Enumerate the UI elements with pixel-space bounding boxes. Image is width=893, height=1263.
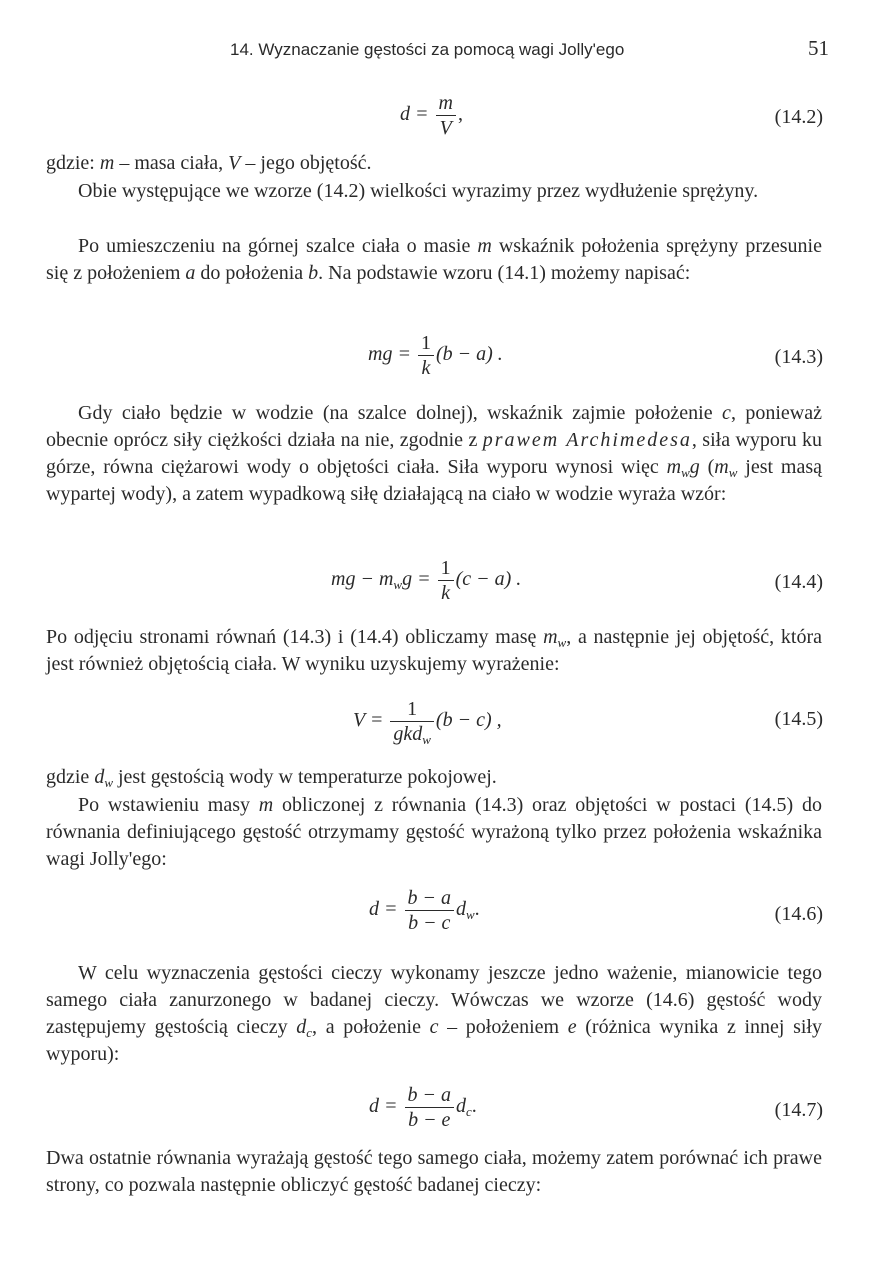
equation-label: (14.3) [774, 346, 823, 368]
paragraph: Po wstawieniu masy m obliczonej z równania (14.3) oraz objętości w postaci (14.5) do równania definiującego gęstość otrzymamy gęstość wyrażoną tylko przez położenia wskaźnika wagi Jolly'ego: [46, 794, 822, 870]
paragraph: Obie występujące we wzorze (14.2) wielkości wyrazimy przez wydłużenie sprężyny. [78, 180, 759, 202]
equation-14-4: mg − $m_wg$ = $\frac{1}{k}$ (c − a) . [331, 557, 522, 604]
fraction: $\frac{1}{k}$ [438, 557, 454, 604]
paragraph: Po umieszczeniu na górnej szalce ciała o masie m wskaźnik położenia sprężyny przesunie się z położeniem a do położenia b. Na podstawie wzoru (14.1) możemy napisać: [46, 235, 822, 284]
paragraph: Po odjęciu stronami równań (14.3) i (14.4) obliczamy masę $m_w$, a następnie jej objętość, która jest również objętością ciała. W wyniku uzyskujemy wyrażenie: [46, 626, 822, 675]
paragraph: gdzie $d_w$ jest gęstością wody w temperaturze pokojowej. [46, 766, 497, 790]
equation-14-7: d = $\frac{b - a}{b - e}$ $d_c$. [369, 1084, 477, 1131]
equation-label: (14.6) [774, 903, 823, 925]
chapter-title: 14. Wyznaczanie gęstości za pomocą wagi Jolly'ego [230, 40, 625, 59]
fraction: $\frac{b - a}{b - e}$ [405, 1084, 455, 1131]
fraction: $\frac{1}{gkd_w}$ [390, 698, 434, 745]
paragraph: Gdy ciało będzie w wodzie (na szalce dolnej), wskaźnik zajmie położenie c, ponieważ obecnie oprócz siły ciężkości działa na nie, zgodnie z prawem Archimedesa, siła wyporu ku górze, równa ciężarowi wody o objętości ciała. Siła wyporu wynosi więc $m_wg$ ($m_w$ jest masą wypartej wody), a zatem wypadkową siłę działającą na ciało w wodzie wyraża wzór: [46, 402, 822, 505]
equation-label: (14.2) [774, 106, 823, 128]
equation-14-2: d = $\frac{m}{V}$ , [400, 92, 463, 139]
page-number: 51 [808, 36, 829, 60]
equation-14-5: V = $\frac{1}{gkd_w}$ (b − c) , [353, 698, 502, 747]
equation-label: (14.4) [774, 571, 823, 593]
equation-14-3: mg = $\frac{1}{k}$ (b − a) . [368, 332, 503, 379]
paragraph: Dwa ostatnie równania wyrażają gęstość tego samego ciała, możemy zatem porównać ich prawe strony, co pozwala następnie obliczyć gęstość badanej cieczy: [46, 1147, 822, 1196]
equation-lhs: d = [400, 103, 429, 126]
paragraph: gdzie: m – masa ciała, V – jego objętość. [46, 152, 372, 174]
equation-label: (14.5) [774, 708, 823, 730]
fraction: $\frac{1}{k}$ [418, 332, 434, 379]
highlighted-term: prawem Archimedesa [482, 429, 692, 451]
paragraph: W celu wyznaczenia gęstości cieczy wykonamy jeszcze jedno ważenie, mianowicie tego samego ciała zanurzonego w badanej cieczy. Wówczas we wzorze (14.6) gęstość wody zastępujemy gęstością cieczy $d_c$, a położenie c – położeniem e (różnica wynika z innej siły wyporu): [46, 962, 822, 1065]
fraction: $\frac{m}{V}$ [436, 92, 456, 139]
running-header [46, 36, 829, 66]
equation-14-6: d = $\frac{b - a}{b - c}$ $d_w$. [369, 887, 480, 934]
equation-label: (14.7) [774, 1099, 823, 1121]
fraction: $\frac{b - a}{b - c}$ [405, 887, 455, 934]
